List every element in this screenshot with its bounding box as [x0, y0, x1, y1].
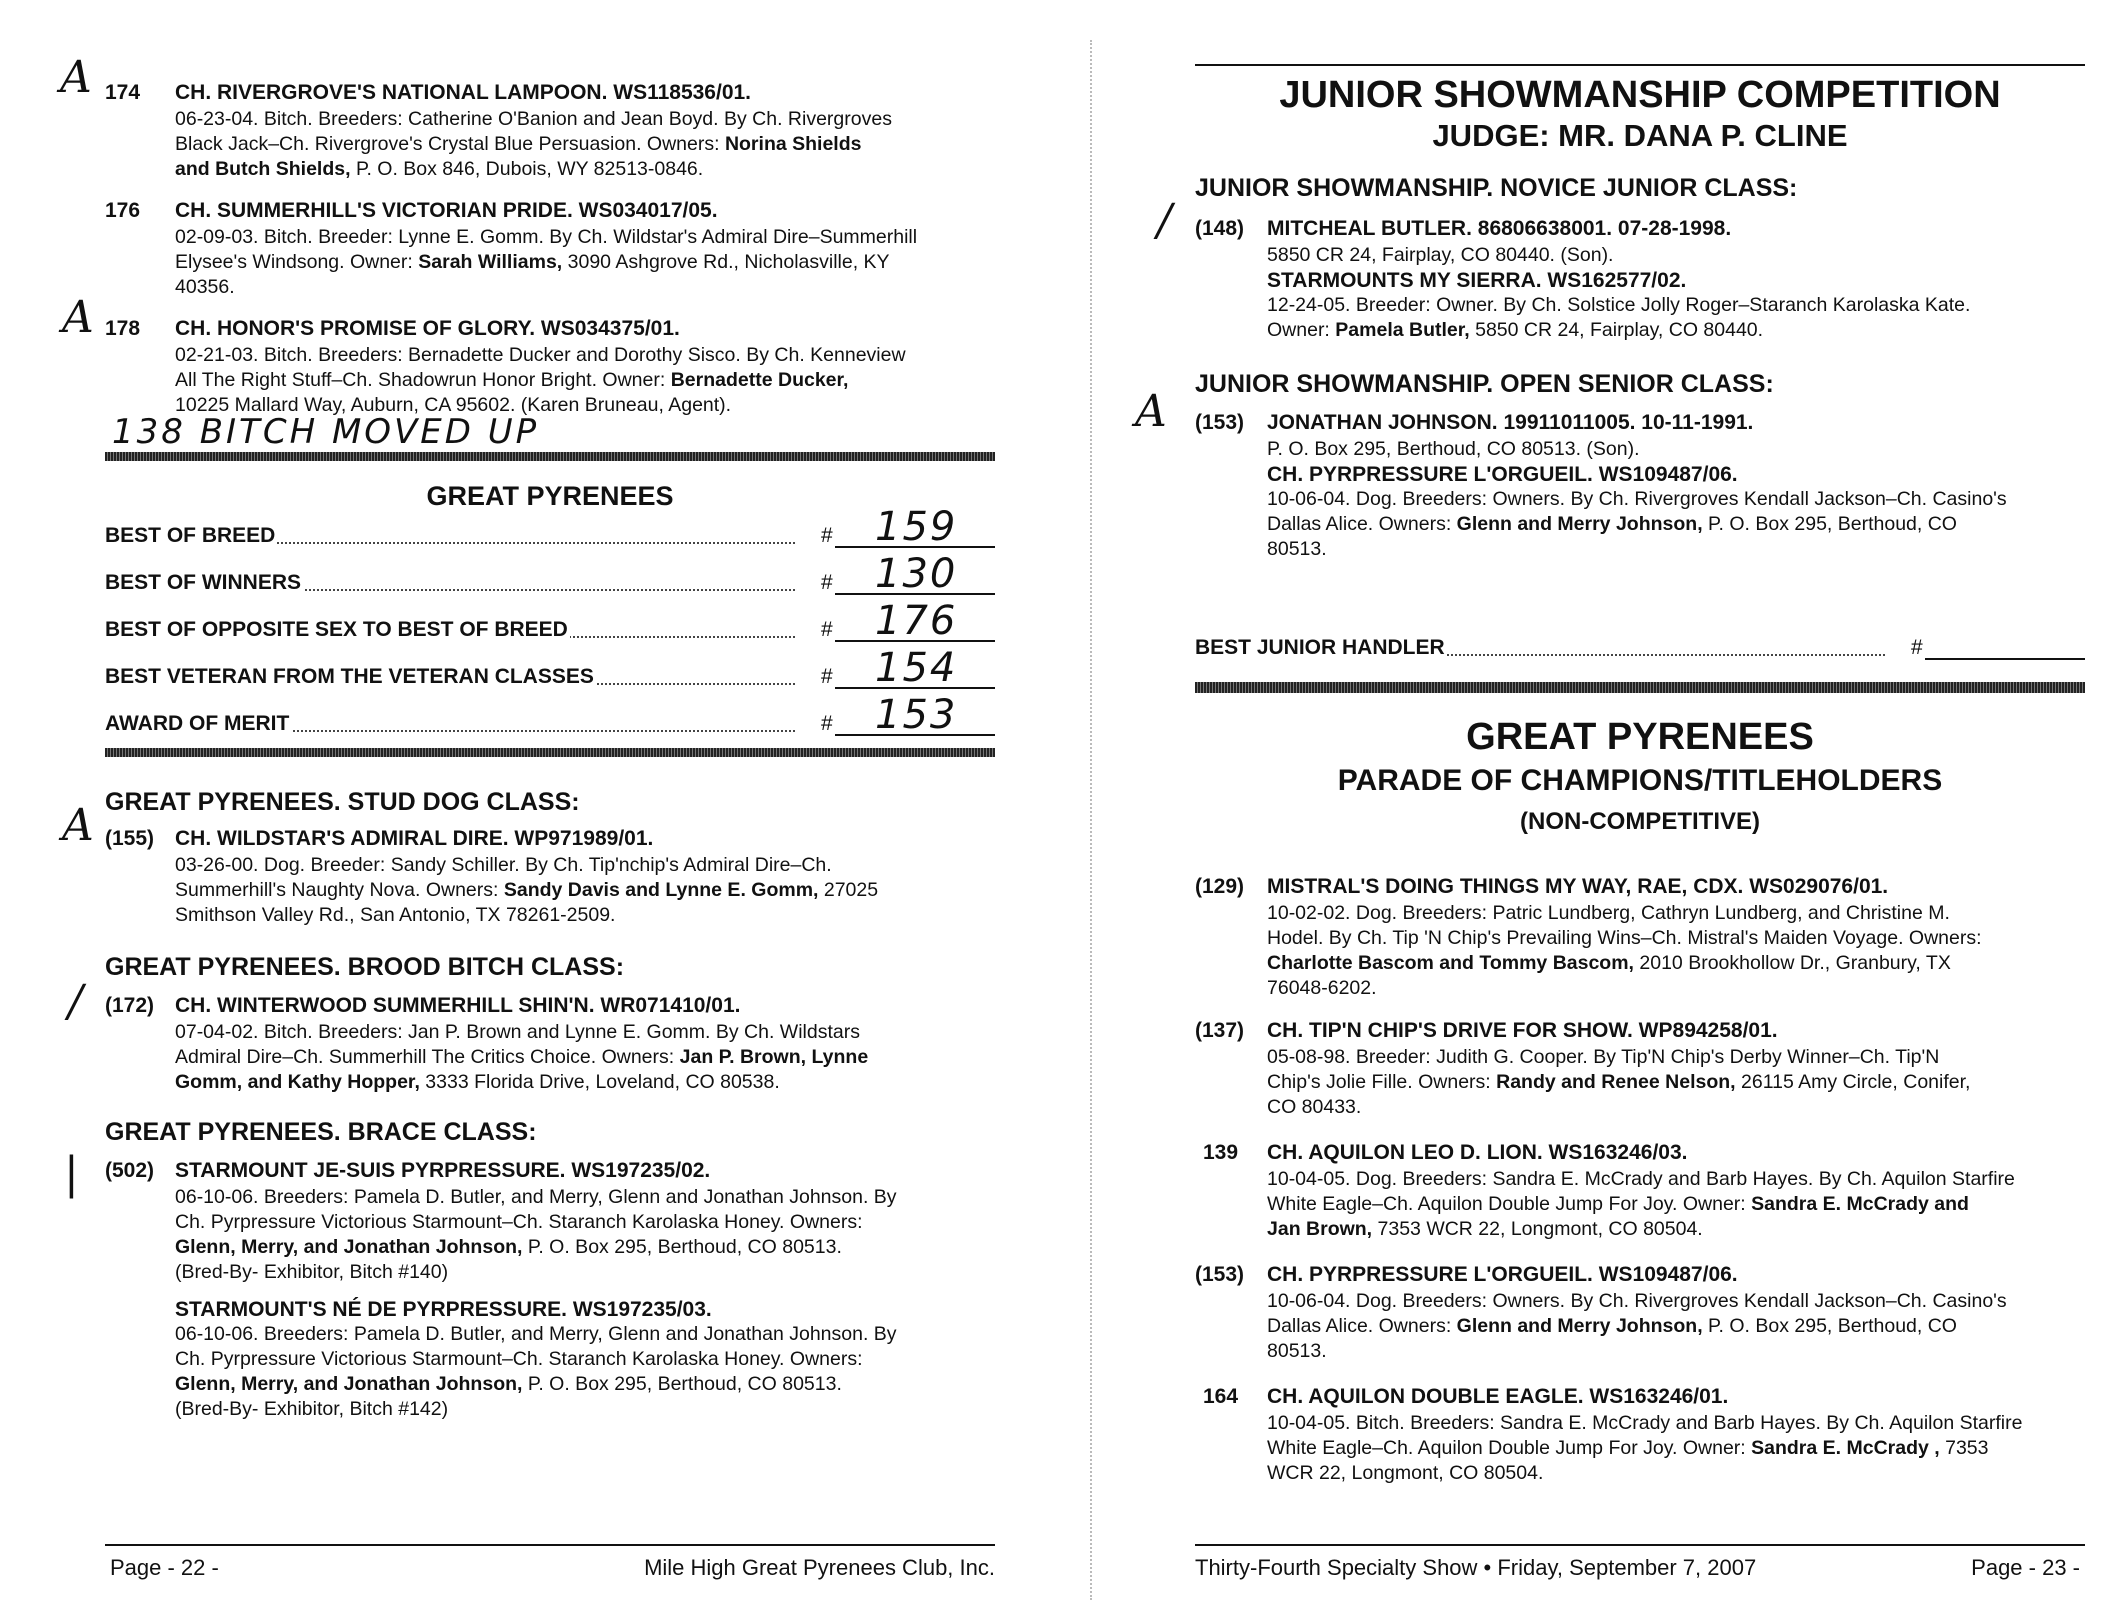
text-line: 76048-6202. — [1267, 977, 1377, 999]
parade-title: GREAT PYRENEES — [1466, 716, 1814, 758]
entry-title: CH. SUMMERHILL'S VICTORIAN PRIDE. WS034017/05. — [175, 199, 718, 222]
entry-number: 176 — [105, 199, 141, 222]
entry-title: CH. RIVERGROVE'S NATIONAL LAMPOON. WS118536/01. — [175, 81, 752, 104]
entry-number: (172) — [105, 994, 155, 1017]
entry-title: JONATHAN JOHNSON. 19911011005. 10-11-1991. — [1267, 411, 1754, 434]
text-line: 05-08-98. Breeder: Judith G. Cooper. By Tip'N Chip's Derby Winner–Ch. Tip'N — [1267, 1046, 1940, 1068]
award-row — [105, 598, 995, 646]
page-title: JUNIOR SHOWMANSHIP COMPETITION — [1279, 74, 2001, 116]
text-line: 06-10-06. Breeders: Pamela D. Butler, and Merry, Glenn and Jonathan Johnson. By — [175, 1323, 897, 1345]
text-line: Charlotte Bascom and Tommy Bascom, 2010 Brookhollow Dr., Granbury, TX — [1267, 952, 1951, 974]
text-line: Hodel. By Ch. Tip 'N Chip's Prevailing Wins–Ch. Mistral's Maiden Voyage. Owners: — [1267, 927, 1982, 949]
text-line: Glenn, Merry, and Jonathan Johnson, P. O. Box 295, Berthoud, CO 80513. — [175, 1236, 842, 1258]
award-row — [105, 504, 995, 552]
entry-subtitle: STARMOUNT'S NÉ DE PYRPRESSURE. WS197235/03. — [175, 1298, 712, 1321]
text-line: White Eagle–Ch. Aquilon Double Jump For Joy. Owner: Sandra E. McCrady and — [1267, 1193, 1969, 1215]
entry-number: (129) — [1195, 875, 1245, 898]
text-line: 5850 CR 24, Fairplay, CO 80440. (Son). — [1267, 244, 1614, 266]
entry-title: CH. WINTERWOOD SUMMERHILL SHIN'N. WR071410/01. — [175, 994, 741, 1017]
award-value: 130 — [875, 551, 958, 597]
entry-number: (153) — [1195, 411, 1245, 434]
entry-title: MISTRAL'S DOING THINGS MY WAY, RAE, CDX. WS029076/01. — [1267, 875, 1889, 898]
hash-sign: # — [821, 665, 833, 688]
text-line: Dallas Alice. Owners: Glenn and Merry Johnson, P. O. Box 295, Berthoud, CO — [1267, 513, 1957, 535]
entry-title: CH. WILDSTAR'S ADMIRAL DIRE. WP971989/01. — [175, 827, 654, 850]
handwritten-mark: A — [62, 292, 94, 343]
text-line: Ch. Pyrpressure Victorious Starmount–Ch. Staranch Karolaska Honey. Owners: — [175, 1348, 863, 1370]
text-line: Ch. Pyrpressure Victorious Starmount–Ch. Staranch Karolaska Honey. Owners: — [175, 1211, 863, 1233]
text-line: Owner: Pamela Butler, 5850 CR 24, Fairplay, CO 80440. — [1267, 319, 1764, 341]
text-line: Summerhill's Naughty Nova. Owners: Sandy Davis and Lynne E. Gomm, 27025 — [175, 879, 879, 901]
hash-sign: # — [821, 524, 833, 547]
entry-body — [1267, 437, 2085, 562]
hash-sign: # — [1911, 636, 1923, 659]
text-line: 10-06-04. Dog. Breeders: Owners. By Ch. Rivergroves Kendall Jackson–Ch. Casino's — [1267, 1290, 2007, 1312]
top-rule — [1195, 64, 2085, 66]
text-line: WCR 22, Longmont, CO 80504. — [1267, 1462, 1544, 1484]
text-line: Jan Brown, 7353 WCR 22, Longmont, CO 80504. — [1267, 1218, 1703, 1240]
judge-title: JUDGE: MR. DANA P. CLINE — [1432, 118, 1848, 153]
handwritten-note: 138 BITCH MOVED UP — [112, 412, 540, 452]
award-row — [105, 551, 995, 599]
section-header: GREAT PYRENEES. BROOD BITCH CLASS: — [105, 953, 625, 981]
handwritten-mark: / — [68, 976, 83, 1027]
hash-sign: # — [821, 618, 833, 641]
left-page — [0, 0, 1057, 1606]
text-line: Elysee's Windsong. Owner: Sarah Williams, 3090 Ashgrove Rd., Nicholasville, KY — [175, 251, 890, 273]
award-value: 176 — [875, 598, 958, 644]
text-line: 80513. — [1267, 1340, 1327, 1362]
text-line: 80513. — [1267, 538, 1327, 560]
entry-title: CH. TIP'N CHIP'S DRIVE FOR SHOW. WP894258/01. — [1267, 1019, 1778, 1042]
page-number: Page - 23 - — [1971, 1555, 2080, 1580]
award-value: 154 — [875, 645, 958, 691]
section-header: GREAT PYRENEES. BRACE CLASS: — [105, 1118, 537, 1146]
entry-number: 139 — [1203, 1141, 1239, 1164]
divider-bar — [105, 452, 995, 461]
footer-publisher: Mile High Great Pyrenees Club, Inc. — [644, 1555, 995, 1580]
text-line: 06-23-04. Bitch. Breeders: Catherine O'Banion and Jean Boyd. By Ch. Rivergroves — [175, 108, 892, 130]
handwritten-mark: A — [1135, 386, 1167, 437]
award-value: 153 — [875, 692, 958, 738]
award-label: AWARD OF MERIT — [105, 712, 290, 735]
award-value: 159 — [875, 504, 958, 550]
entry-body — [1267, 1411, 2085, 1486]
handwritten-mark: A — [62, 800, 94, 851]
text-line: 06-10-06. Breeders: Pamela D. Butler, and Merry, Glenn and Jonathan Johnson. By — [175, 1186, 897, 1208]
entry-body — [175, 225, 995, 300]
entry-body — [175, 1185, 995, 1422]
right-page — [1057, 0, 2115, 1606]
handwritten-mark: | — [64, 1148, 79, 1199]
text-line: 10-02-02. Dog. Breeders: Patric Lundberg, Cathryn Lundberg, and Christine M. — [1267, 902, 1950, 924]
award-label: BEST OF BREED — [105, 524, 276, 547]
parade-subtitle: PARADE OF CHAMPIONS/TITLEHOLDERS — [1337, 764, 1943, 797]
entry-number: (137) — [1195, 1019, 1245, 1042]
text-line: Admiral Dire–Ch. Summerhill The Critics Choice. Owners: Jan P. Brown, Lynne — [175, 1046, 869, 1068]
entry-body — [175, 853, 995, 928]
text-line: White Eagle–Ch. Aquilon Double Jump For Joy. Owner: Sandra E. McCrady , 7353 — [1267, 1437, 1989, 1459]
entry-body — [1267, 901, 2085, 1001]
award-row — [105, 645, 995, 693]
text-line: 10-04-05. Bitch. Breeders: Sandra E. McCrady and Barb Hayes. By Ch. Aquilon Starfire — [1267, 1412, 2023, 1434]
footer-rule — [105, 1544, 995, 1546]
handwritten-mark: A — [60, 52, 92, 103]
text-line: and Butch Shields, P. O. Box 846, Dubois, WY 82513-0846. — [175, 158, 704, 180]
entry-number: (148) — [1195, 217, 1245, 240]
text-line: 10-04-05. Dog. Breeders: Sandra E. McCrady and Barb Hayes. By Ch. Aquilon Starfire — [1267, 1168, 2015, 1190]
text-line: 02-21-03. Bitch. Breeders: Bernadette Ducker and Dorothy Sisco. By Ch. Kenneview — [175, 344, 906, 366]
award-label: BEST OF WINNERS — [105, 571, 302, 594]
awards-title: GREAT PYRENEES — [426, 481, 674, 511]
entry-title: CH. PYRPRESSURE L'ORGUEIL. WS109487/06. — [1267, 1263, 1738, 1286]
entry-title: MITCHEAL BUTLER. 86806638001. 07-28-1998. — [1267, 217, 1732, 240]
footer-show-info: Thirty-Fourth Specialty Show • Friday, September 7, 2007 — [1195, 1555, 1757, 1580]
award-label: BEST OF OPPOSITE SEX TO BEST OF BREED — [105, 618, 568, 641]
entry-body — [1267, 1045, 2085, 1120]
entry-body — [1267, 243, 2085, 343]
divider-bar — [1195, 682, 2085, 693]
entry-title: CH. AQUILON DOUBLE EAGLE. WS163246/01. — [1267, 1385, 1729, 1408]
entry-body — [175, 1020, 995, 1095]
best-junior-row — [1195, 624, 2085, 664]
entry-number: 174 — [105, 81, 141, 104]
text-line: CO 80433. — [1267, 1096, 1362, 1118]
award-row — [105, 692, 995, 740]
entry-title: STARMOUNT JE-SUIS PYRPRESSURE. WS197235/02. — [175, 1159, 711, 1182]
text-line: Smithson Valley Rd., San Antonio, TX 78261-2509. — [175, 904, 616, 926]
award-label: BEST JUNIOR HANDLER — [1195, 636, 1445, 659]
text-line: 02-09-03. Bitch. Breeder: Lynne E. Gomm. By Ch. Wildstar's Admiral Dire–Summerhill — [175, 226, 918, 248]
text-line: All The Right Stuff–Ch. Shadowrun Honor Bright. Owner: Bernadette Ducker, — [175, 369, 849, 391]
text-line: 40356. — [175, 276, 235, 298]
fill-line — [1925, 658, 2085, 660]
text-line: 03-26-00. Dog. Breeder: Sandy Schiller. By Ch. Tip'nchip's Admiral Dire–Ch. — [175, 854, 832, 876]
entry-title: CH. HONOR'S PROMISE OF GLORY. WS034375/01. — [175, 317, 680, 340]
text-line: 10225 Mallard Way, Auburn, CA 95602. (Karen Bruneau, Agent). — [175, 394, 732, 416]
dog-title: CH. PYRPRESSURE L'ORGUEIL. WS109487/06. — [1267, 463, 1738, 486]
entry-body — [1267, 1167, 2085, 1242]
section-header: JUNIOR SHOWMANSHIP. NOVICE JUNIOR CLASS: — [1195, 174, 1798, 202]
entry-body — [175, 107, 995, 182]
text-line: 07-04-02. Bitch. Breeders: Jan P. Brown and Lynne E. Gomm. By Ch. Wildstars — [175, 1021, 860, 1043]
entry-number: (155) — [105, 827, 155, 850]
text-line: 12-24-05. Breeder: Owner. By Ch. Solstice Jolly Roger–Staranch Karolaska Kate. — [1267, 294, 1971, 316]
text-line: (Bred-By- Exhibitor, Bitch #140) — [175, 1261, 449, 1283]
entry-number: (153) — [1195, 1263, 1245, 1286]
entry-title: CH. AQUILON LEO D. LION. WS163246/03. — [1267, 1141, 1688, 1164]
award-label: BEST VETERAN FROM THE VETERAN CLASSES — [105, 665, 594, 688]
entry-number: (502) — [105, 1159, 155, 1182]
handwritten-mark: / — [1157, 195, 1172, 246]
text-line: (Bred-By- Exhibitor, Bitch #142) — [175, 1398, 449, 1420]
hash-sign: # — [821, 571, 833, 594]
page-number: Page - 22 - — [110, 1555, 219, 1580]
text-line: Glenn, Merry, and Jonathan Johnson, P. O. Box 295, Berthoud, CO 80513. — [175, 1373, 842, 1395]
entry-number: 164 — [1203, 1385, 1239, 1408]
dog-title: STARMOUNTS MY SIERRA. WS162577/02. — [1267, 269, 1687, 292]
text-line: 10-06-04. Dog. Breeders: Owners. By Ch. Rivergroves Kendall Jackson–Ch. Casino's — [1267, 488, 2007, 510]
text-line: Gomm, and Kathy Hopper, 3333 Florida Drive, Loveland, CO 80538. — [175, 1071, 780, 1093]
text-line: Black Jack–Ch. Rivergrove's Crystal Blue Persuasion. Owners: Norina Shields — [175, 133, 862, 155]
parade-note: (NON-COMPETITIVE) — [1520, 808, 1760, 835]
entry-body — [175, 343, 995, 418]
section-header: JUNIOR SHOWMANSHIP. OPEN SENIOR CLASS: — [1195, 370, 1774, 398]
text-line: Dallas Alice. Owners: Glenn and Merry Johnson, P. O. Box 295, Berthoud, CO — [1267, 1315, 1957, 1337]
entry-number: 178 — [105, 317, 141, 340]
text-line: P. O. Box 295, Berthoud, CO 80513. (Son). — [1267, 438, 1640, 460]
divider-bar — [105, 748, 995, 757]
footer-rule — [1195, 1544, 2085, 1546]
hash-sign: # — [821, 712, 833, 735]
text-line: Chip's Jolie Fille. Owners: Randy and Renee Nelson, 26115 Amy Circle, Conifer, — [1267, 1071, 1971, 1093]
entry-body — [1267, 1289, 2085, 1364]
section-header: GREAT PYRENEES. STUD DOG CLASS: — [105, 788, 580, 816]
